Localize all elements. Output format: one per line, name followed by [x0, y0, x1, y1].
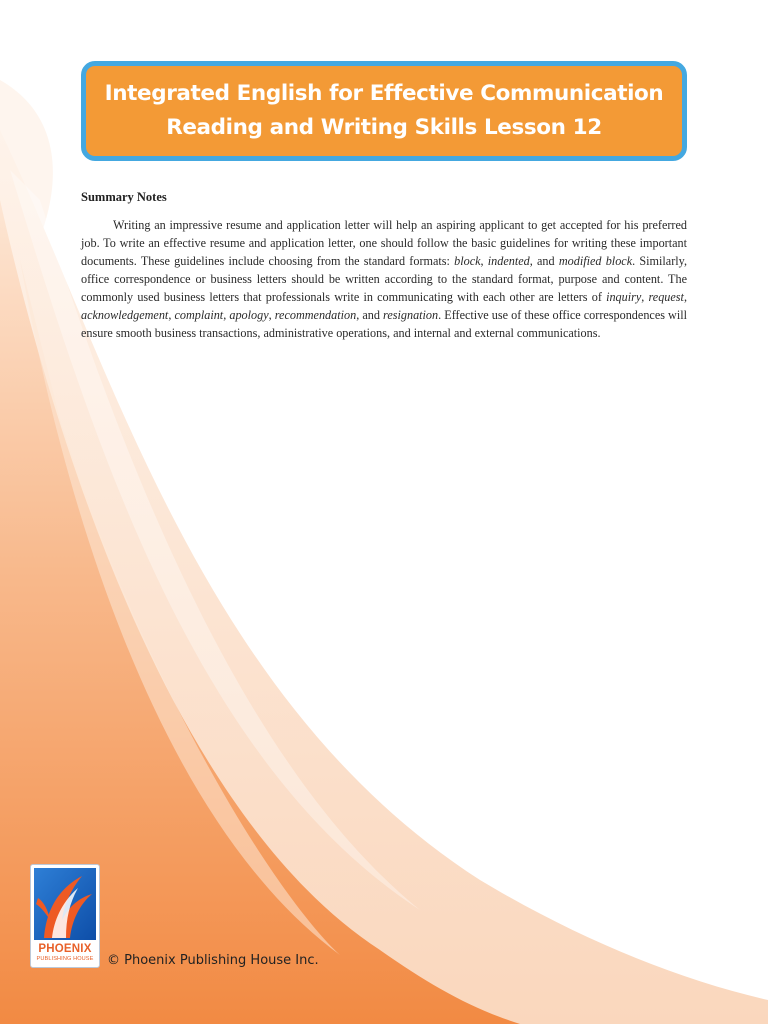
summary-section	[81, 190, 687, 342]
logo-brand-text: PHOENIX	[38, 943, 92, 955]
copyright-notice: © Phoenix Publishing House Inc.	[107, 953, 319, 968]
summary-heading: Summary Notes	[81, 190, 167, 204]
letter-type-inquiry: inquiry	[606, 290, 642, 304]
title-line-2: Reading and Writing Skills Lesson 12	[166, 115, 602, 140]
phoenix-bird-icon	[34, 868, 96, 940]
letter-type-recommendation: recommendation	[274, 308, 357, 322]
summary-paragraph	[81, 216, 687, 342]
separator: ,	[641, 290, 649, 304]
letter-type-request: request	[648, 290, 684, 304]
phoenix-logo	[30, 864, 100, 968]
title-line-1: Integrated English for Effective Communication	[104, 81, 664, 106]
letter-type-apology: apology	[229, 308, 269, 322]
format-indented: indented	[487, 254, 530, 268]
logo-subtitle-text: PUBLISHING HOUSE	[36, 956, 94, 962]
letter-type-complaint: complaint	[174, 308, 224, 322]
separator: ,	[268, 308, 275, 322]
separator: , and	[529, 254, 559, 268]
format-block: block	[454, 254, 481, 268]
lesson-title-banner	[81, 61, 687, 161]
letter-type-acknowledgement: acknowledgement	[81, 308, 169, 322]
summary-text-1: Writing an impressive resume and application letter will help an aspiring applicant to get accepted for his preferred job. To write an effective resume and application letter, one should follow the basic guidelines for writing these important documents. These guidelines include choosing from the standard formats:	[81, 218, 687, 268]
summary-text-3: . Effective use of these office correspondences will ensure smooth business transactions, administrative operations, and internal and external communications.	[81, 308, 688, 340]
format-modified-block: modified block	[558, 254, 633, 268]
separator: ,	[480, 254, 488, 268]
separator: ,	[683, 290, 687, 304]
letter-type-resignation: resignation	[383, 308, 439, 322]
summary-text-2: . Similarly, office correspondence or business letters should be written according to the standard format, purpose and content. The commonly used business letters that professionals write in communicating with each other are letters of	[81, 254, 687, 304]
separator: , and	[356, 308, 384, 322]
separator: ,	[168, 308, 175, 322]
separator: ,	[223, 308, 230, 322]
